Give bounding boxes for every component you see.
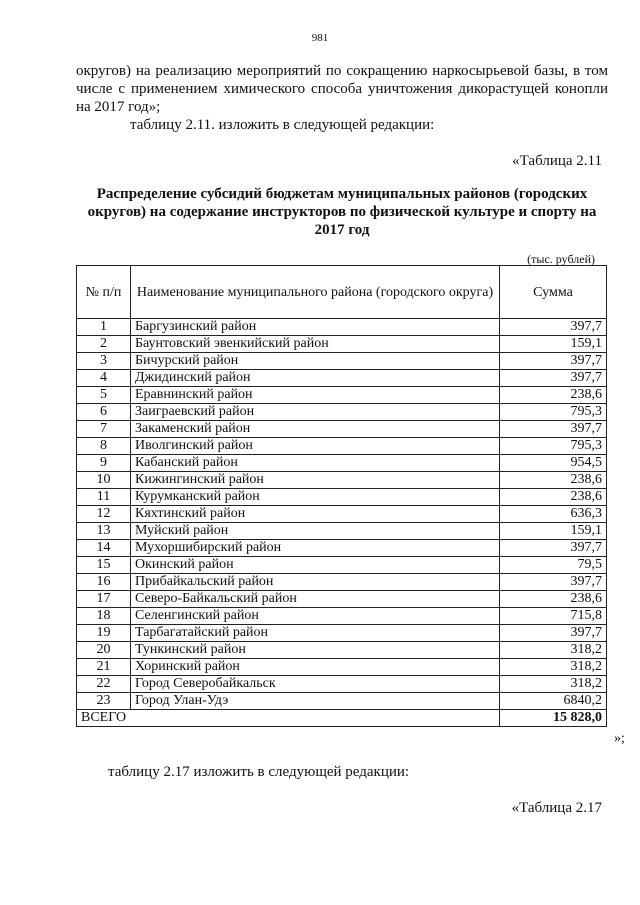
instruction-table-2-11: таблицу 2.11. изложить в следующей редакции:: [130, 117, 435, 133]
row-name: Селенгинский район: [131, 608, 500, 625]
total-label: ВСЕГО: [77, 710, 500, 727]
row-name: Бичурский район: [131, 353, 500, 370]
row-num: 10: [77, 472, 131, 489]
table-row: [77, 659, 607, 676]
header-name: Наименование муниципального района (городского округа): [131, 266, 500, 319]
row-sum: 954,5: [500, 455, 607, 472]
row-name: Город Северобайкальск: [131, 676, 500, 693]
table-row: [77, 676, 607, 693]
row-num: 23: [77, 693, 131, 710]
header-num: № п/п: [77, 266, 131, 319]
table-row: [77, 642, 607, 659]
row-sum: 397,7: [500, 625, 607, 642]
table-row: [77, 319, 607, 336]
row-name: Курумканский район: [131, 489, 500, 506]
row-sum: 159,1: [500, 523, 607, 540]
row-sum: 397,7: [500, 370, 607, 387]
row-num: 14: [77, 540, 131, 557]
table-row: [77, 387, 607, 404]
table-reference-2-17: «Таблица 2.17: [511, 800, 602, 816]
row-sum: 238,6: [500, 489, 607, 506]
table-row: [77, 557, 607, 574]
units-label: (тыс. рублей): [527, 252, 595, 266]
table-row: [77, 506, 607, 523]
row-name: Кижингинский район: [131, 472, 500, 489]
table-row: [77, 574, 607, 591]
table-row: [77, 489, 607, 506]
table-row: [77, 404, 607, 421]
row-name: Муйский район: [131, 523, 500, 540]
row-sum: 397,7: [500, 421, 607, 438]
row-num: 1: [77, 319, 131, 336]
row-num: 7: [77, 421, 131, 438]
row-sum: 397,7: [500, 319, 607, 336]
header-sum: Сумма: [500, 266, 607, 319]
row-name: Кабанский район: [131, 455, 500, 472]
row-num: 21: [77, 659, 131, 676]
row-num: 4: [77, 370, 131, 387]
row-sum: 318,2: [500, 659, 607, 676]
row-num: 12: [77, 506, 131, 523]
row-sum: 159,1: [500, 336, 607, 353]
row-sum: 397,7: [500, 540, 607, 557]
table-row: [77, 591, 607, 608]
row-name: Закаменский район: [131, 421, 500, 438]
row-name: Кяхтинский район: [131, 506, 500, 523]
table-row: [77, 625, 607, 642]
row-name: Хоринский район: [131, 659, 500, 676]
row-num: 11: [77, 489, 131, 506]
row-name: Северо-Байкальский район: [131, 591, 500, 608]
row-num: 17: [77, 591, 131, 608]
row-name: Еравнинский район: [131, 387, 500, 404]
row-name: Баргузинский район: [131, 319, 500, 336]
table-row: [77, 523, 607, 540]
row-name: Город Улан-Удэ: [131, 693, 500, 710]
row-num: 13: [77, 523, 131, 540]
row-sum: 715,8: [500, 608, 607, 625]
row-num: 22: [77, 676, 131, 693]
row-name: Мухоршибирский район: [131, 540, 500, 557]
table-row: [77, 472, 607, 489]
row-name: Тункинский район: [131, 642, 500, 659]
row-sum: 318,2: [500, 676, 607, 693]
row-sum: 238,6: [500, 387, 607, 404]
table-title: Распределение субсидий бюджетам муниципальных районов (городских округов) на содержание инструкторов по физической культуре и спорту на 2017 год: [87, 186, 597, 238]
row-name: Прибайкальский район: [131, 574, 500, 591]
row-num: 15: [77, 557, 131, 574]
row-sum: 318,2: [500, 642, 607, 659]
row-num: 3: [77, 353, 131, 370]
instruction-table-2-17: таблицу 2.17 изложить в следующей редакции:: [108, 764, 410, 780]
table-row: [77, 438, 607, 455]
table-row: [77, 693, 607, 710]
row-name: Джидинский район: [131, 370, 500, 387]
row-name: Тарбагатайский район: [131, 625, 500, 642]
row-num: 19: [77, 625, 131, 642]
table-row: [77, 455, 607, 472]
row-num: 8: [77, 438, 131, 455]
table-row: [77, 353, 607, 370]
table-header-row: [77, 266, 607, 319]
row-name: Баунтовский эвенкийский район: [131, 336, 500, 353]
row-name: Окинский район: [131, 557, 500, 574]
row-num: 18: [77, 608, 131, 625]
row-sum: 397,7: [500, 353, 607, 370]
closing-quote: »;: [614, 731, 625, 746]
subsidies-table: [76, 265, 607, 727]
table-row: [77, 370, 607, 387]
row-num: 20: [77, 642, 131, 659]
intro-paragraph: округов) на реализацию мероприятий по сокращению наркосырьевой базы, в том числе с применением химического способа уничтожения дикорастущей конопли на 2017 год»;: [76, 63, 608, 115]
row-sum: 397,7: [500, 574, 607, 591]
row-sum: 238,6: [500, 472, 607, 489]
row-num: 6: [77, 404, 131, 421]
table-row: [77, 540, 607, 557]
row-sum: 6840,2: [500, 693, 607, 710]
row-sum: 238,6: [500, 591, 607, 608]
total-value: 15 828,0: [500, 710, 607, 727]
row-num: 16: [77, 574, 131, 591]
table-row: [77, 336, 607, 353]
row-name: Заиграевский район: [131, 404, 500, 421]
total-row: [77, 710, 607, 727]
row-sum: 79,5: [500, 557, 607, 574]
row-sum: 636,3: [500, 506, 607, 523]
row-sum: 795,3: [500, 404, 607, 421]
table-row: [77, 421, 607, 438]
row-num: 2: [77, 336, 131, 353]
table-row: [77, 608, 607, 625]
page-number: 981: [311, 32, 329, 44]
row-sum: 795,3: [500, 438, 607, 455]
row-num: 9: [77, 455, 131, 472]
row-num: 5: [77, 387, 131, 404]
row-name: Иволгинский район: [131, 438, 500, 455]
table-reference-2-11: «Таблица 2.11: [512, 153, 602, 169]
